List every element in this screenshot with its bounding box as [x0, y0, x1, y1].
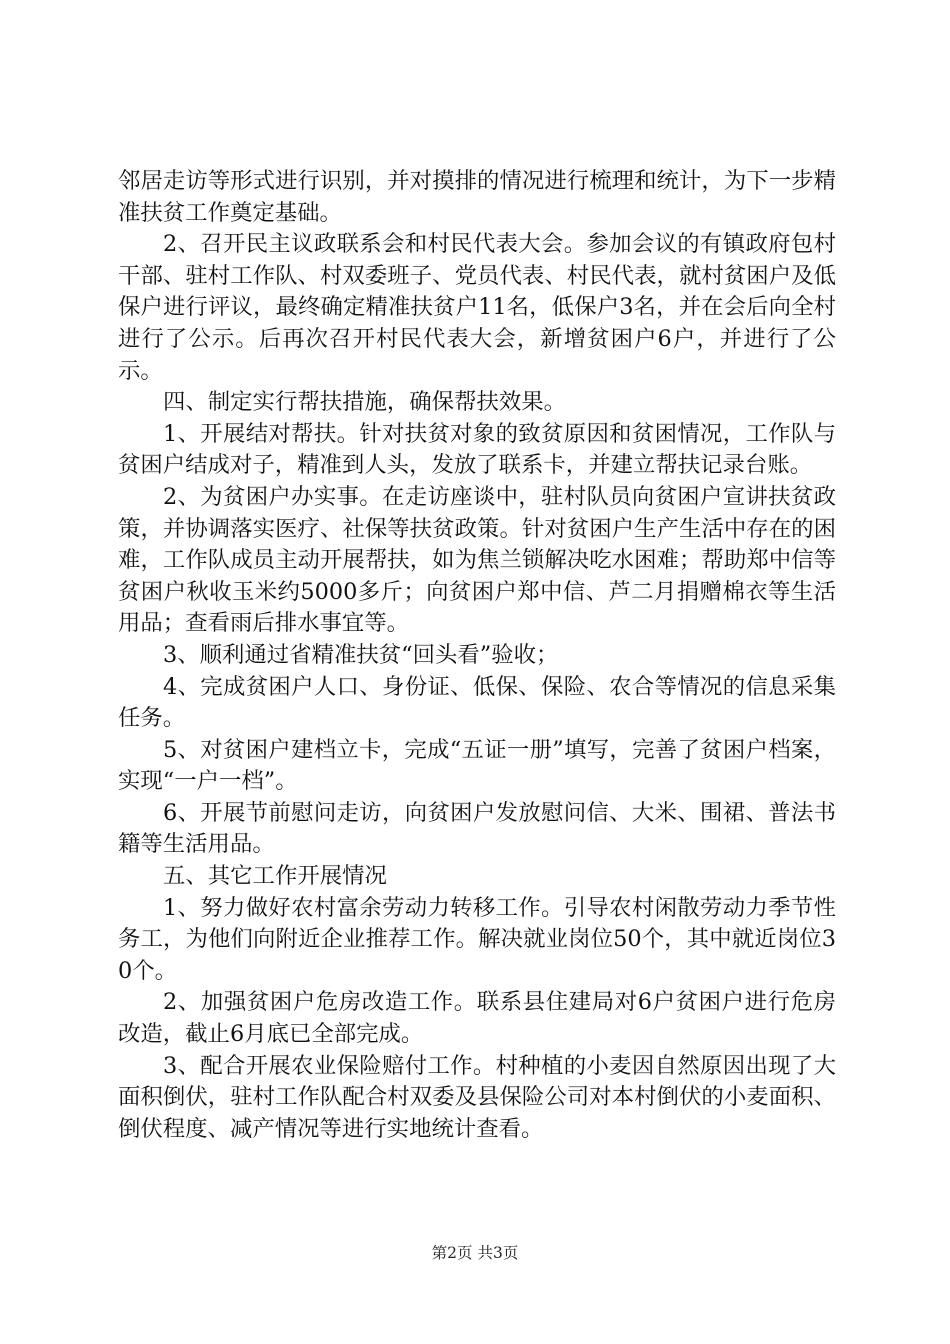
paragraph-2: 2、召开民主议政联系会和村民代表大会。参加会议的有镇政府包村干部、驻村工作队、村双委班子、党员代表、村民代表，就村贫困户及低保户进行评议，最终确定精准扶贫户11名，低保户3名，并在会后向全村进行了公示。后再次召开村民代表大会，新增贫困户6户，并进行了公示。: [118, 231, 836, 384]
paragraph-1: 邻居走访等形式进行识别，并对摸排的情况进行梳理和统计，为下一步精准扶贫工作奠定基础。: [118, 168, 836, 226]
paragraph-7: 4、完成贫困户人口、身份证、低保、保险、农合等情况的信息采集任务。: [118, 673, 836, 732]
paragraph-13: 3、配合开展农业保险赔付工作。村种植的小麦因自然原因出现了大面积倒伏，驻村工作队配合村双委及县保险公司对本村倒伏的小麦面积、倒伏程度、减产情况等进行实地统计查看。: [118, 1052, 836, 1142]
page-footer: 第2页 共3页: [431, 1244, 519, 1262]
paragraph-9: 6、开展节前慰问走访，向贫困户发放慰问信、大米、围裙、普法书籍等生活用品。: [118, 799, 836, 858]
paragraph-8: 5、对贫困户建档立卡，完成“五证一册”填写，完善了贫困户档案，实现“一户一档”。: [118, 736, 836, 795]
document-body: [118, 166, 836, 1145]
paragraph-4: 1、开展结对帮扶。针对扶贫对象的致贫原因和贫困情况，工作队与贫困户结成对子，精准到人头，发放了联系卡，并建立帮扶记录台账。: [118, 420, 836, 479]
paragraph-12: 2、加强贫困户危房改造工作。联系县住建局对6户贫困户进行危房改造，截止6月底已全部完成。: [118, 989, 836, 1048]
section-heading-5: 五、其它工作开展情况: [163, 863, 387, 890]
paragraph-11: 1、努力做好农村富余劳动力转移工作。引导农村闲散劳动力季节性务工，为他们向附近企业推荐工作。解决就业岗位50个，其中就近岗位30个。: [118, 894, 836, 984]
paragraph-6: 3、顺利通过省精准扶贫“回头看”验收；: [163, 641, 559, 668]
section-heading-4: 四、制定实行帮扶措施，确保帮扶效果。: [163, 389, 567, 416]
paragraph-5: 2、为贫困户办实事。在走访座谈中，驻村队员向贫困户宣讲扶贫政策，并协调落实医疗、社保等扶贫政策。针对贫困户生产生活中存在的困难，工作队成员主动开展帮扶，如为焦兰锁解决吃水困难；帮助郑中信等贫困户秋收玉米约5000多斤；向贫困户郑中信、芦二月捐赠棉衣等生活用品；查看雨后排水事宜等。: [118, 483, 836, 637]
